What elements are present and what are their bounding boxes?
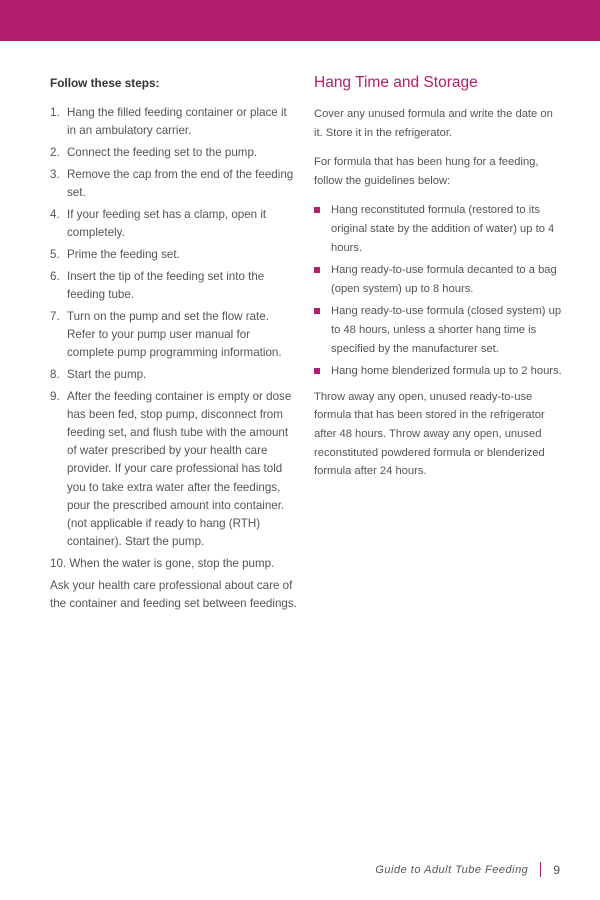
step-item: 3. Remove the cap from the end of the feeding set. [50, 167, 294, 199]
guideline-item: Hang reconstituted formula (restored to its original state by the addition of water) up to 4 hours. [314, 201, 564, 257]
guideline-item: Hang ready-to-use formula decanted to a bag (open system) up to 8 hours. [314, 261, 564, 298]
guideline-item: Hang home blenderized formula up to 2 hours. [314, 362, 564, 381]
step-item: 5. Prime the feeding set. [50, 247, 180, 261]
footer-divider [540, 862, 541, 877]
page-footer [375, 862, 560, 877]
step-item: 1. Hang the filled feeding container or place it in an ambulatory carrier. [50, 106, 287, 138]
header-band [0, 0, 600, 41]
square-bullet-icon [314, 308, 320, 314]
guideline-item: Hang ready-to-use formula (closed system) up to 48 hours, unless a shorter hang time is specified by the manufacturer set. [314, 302, 564, 358]
step-item: 2. Connect the feeding set to the pump. [50, 146, 258, 159]
step-item: 4. If your feeding set has a clamp, open it completely. [50, 207, 267, 239]
storage-column [314, 74, 564, 492]
section-title: Hang Time and Storage [314, 74, 478, 91]
footer-title: Guide to Adult Tube Feeding [375, 863, 529, 876]
care-note: Ask your health care professional about care of the container and feeding set between feedings. [50, 578, 297, 611]
step-item: 6. Insert the tip of the feeding set into the feeding tube. [50, 269, 265, 301]
step-item: 8. Start the pump. [50, 367, 147, 381]
storage-paragraph: Cover any unused formula and write the date on it. Store it in the refrigerator. [314, 108, 553, 139]
square-bullet-icon [314, 267, 320, 273]
steps-heading: Follow these steps: [50, 76, 160, 90]
guidelines-list [314, 201, 564, 380]
step-item: 7. Turn on the pump and set the flow rate. Refer to your pump user manual for complete pump programming information. [50, 309, 282, 359]
square-bullet-icon [314, 368, 320, 374]
steps-column [50, 76, 298, 614]
page-number: 9 [553, 862, 560, 877]
steps-list [50, 104, 298, 573]
square-bullet-icon [314, 207, 320, 213]
guidelines-intro: For formula that has been hung for a feeding, follow the guidelines below: [314, 156, 539, 187]
discard-paragraph: Throw away any open, unused ready-to-use formula that has been stored in the refrigerator after 48 hours. Throw away any open, unused reconstituted powdered formula or blenderized formula after 24 hours. [314, 390, 545, 478]
step-item: 9. After the feeding container is empty or dose has been fed, stop pump, disconnect from feeding set, and flush tube with the amount of water prescribed by your health care provider. If your care professional has told you to take extra water after the feedings, pour the prescribed amount into container. (not applicable if ready to hang (RTH) container). Start the pump. [50, 389, 292, 549]
step-item: 10. When the water is gone, stop the pump. [50, 557, 275, 571]
